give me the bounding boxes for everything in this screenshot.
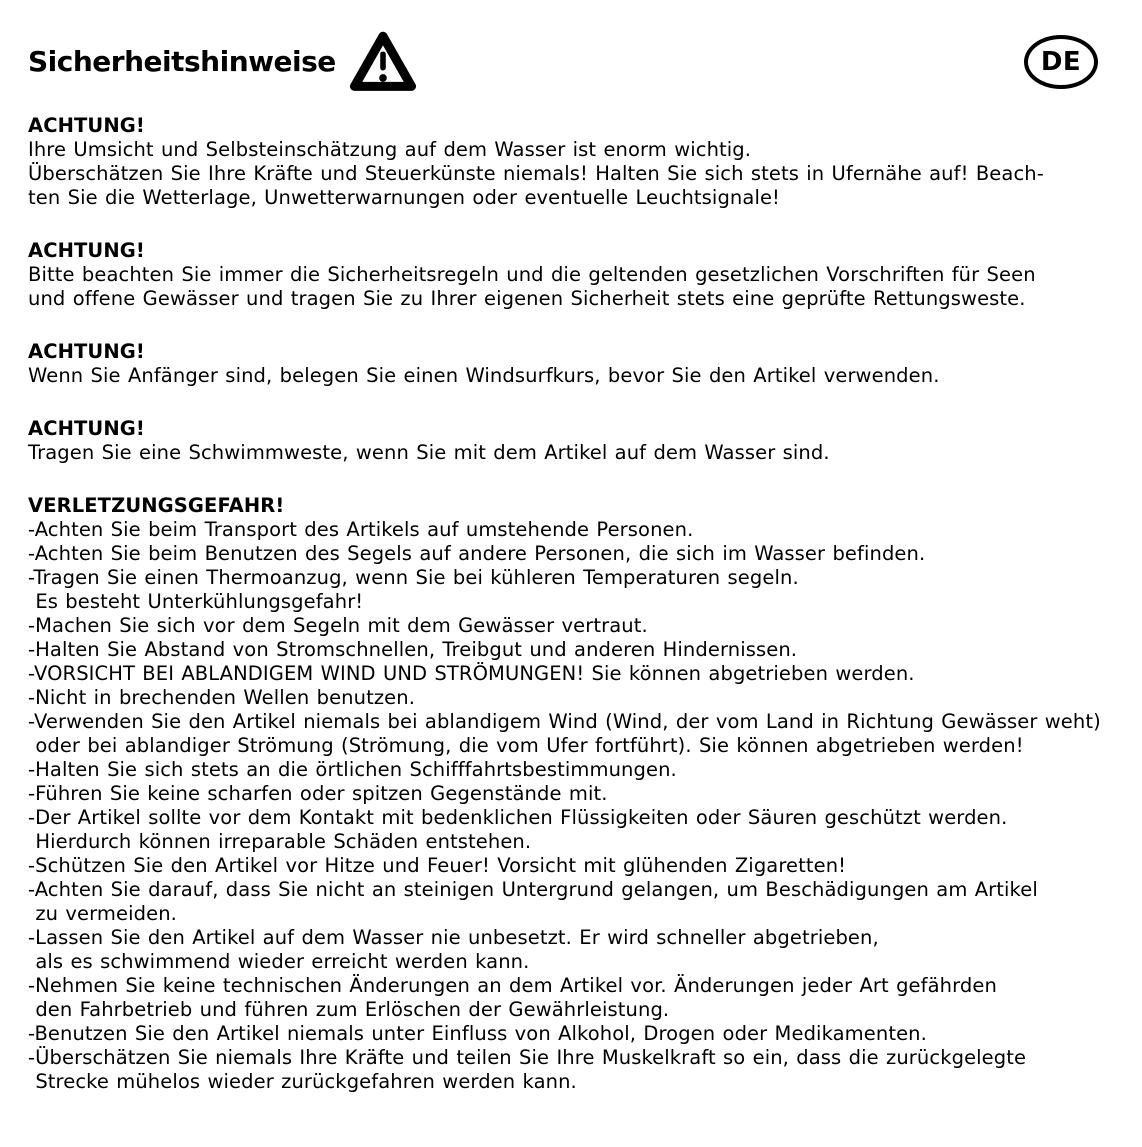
- text-line: -Achten Sie beim Benutzen des Segels auf andere Personen, die sich im Wasser befinden.: [28, 542, 926, 565]
- section-heading: VERLETZUNGSGEFAHR!: [28, 494, 285, 517]
- text-line: -Verwenden Sie den Artikel niemals bei ablandigem Wind (Wind, der vom Land in Richtung Gewässer weht): [28, 710, 1101, 733]
- text-line: ten Sie die Wetterlage, Unwetterwarnungen oder eventuelle Leuchtsignale!: [28, 186, 780, 209]
- text-line: Ihre Umsicht und Selbsteinschätzung auf dem Wasser ist enorm wichtig.: [28, 138, 752, 161]
- warning-triangle-icon: [348, 30, 418, 94]
- text-line: -Führen Sie keine scharfen oder spitzen Gegenstände mit.: [28, 782, 608, 805]
- text-line: -Achten Sie darauf, dass Sie nicht an steinigen Untergrund gelangen, um Beschädigungen am Artikel: [28, 878, 1038, 901]
- language-badge: [1024, 35, 1098, 89]
- text-line: oder bei ablandiger Strömung (Strömung, die vom Ufer fortführt). Sie können abgetrieben werden!: [28, 734, 1024, 757]
- section-heading: ACHTUNG!: [28, 239, 145, 262]
- section-heading: ACHTUNG!: [28, 114, 145, 137]
- text-line: -Lassen Sie den Artikel auf dem Wasser nie unbesetzt. Er wird schneller abgetrieben,: [28, 926, 879, 949]
- text-line: -VORSICHT BEI ABLANDIGEM WIND UND STRÖMUNGEN! Sie können abgetrieben werden.: [28, 662, 915, 685]
- text-line: Tragen Sie eine Schwimmweste, wenn Sie mit dem Artikel auf dem Wasser sind.: [28, 441, 830, 464]
- text-line: -Halten Sie sich stets an die örtlichen Schifffahrtsbestimmungen.: [28, 758, 677, 781]
- text-line: -Tragen Sie einen Thermoanzug, wenn Sie bei kühleren Temperaturen segeln.: [28, 566, 799, 589]
- section: [28, 493, 1114, 1094]
- section-heading: ACHTUNG!: [28, 417, 145, 440]
- text-line: den Fahrbetrieb und führen zum Erlöschen der Gewährleistung.: [28, 998, 670, 1021]
- language-badge-label: DE: [1040, 47, 1082, 77]
- text-line: -Der Artikel sollte vor dem Kontakt mit bedenklichen Flüssigkeiten oder Säuren geschützt werden.: [28, 806, 1008, 829]
- text-line: -Benutzen Sie den Artikel niemals unter Einfluss von Alkohol, Drogen oder Medikamenten.: [28, 1022, 927, 1045]
- text-line: -Nicht in brechenden Wellen benutzen.: [28, 686, 416, 709]
- text-line: Wenn Sie Anfänger sind, belegen Sie einen Windsurfkurs, bevor Sie den Artikel verwenden.: [28, 364, 940, 387]
- text-line: und offene Gewässer und tragen Sie zu Ihrer eigenen Sicherheit stets eine geprüfte Rettungsweste.: [28, 287, 1026, 310]
- section: [28, 339, 1114, 388]
- content: [0, 113, 1142, 1094]
- text-line: -Nehmen Sie keine technischen Änderungen an dem Artikel vor. Änderungen jeder Art gefährden: [28, 974, 997, 997]
- page-header: [0, 0, 1142, 96]
- text-line: Hierdurch können irreparable Schäden entstehen.: [28, 830, 532, 853]
- text-line: Es besteht Unterkühlungsgefahr!: [28, 590, 364, 613]
- text-line: -Schützen Sie den Artikel vor Hitze und Feuer! Vorsicht mit glühenden Zigaretten!: [28, 854, 847, 877]
- text-line: als es schwimmend wieder erreicht werden kann.: [28, 950, 530, 973]
- section: [28, 416, 1114, 465]
- text-line: zu vermeiden.: [28, 902, 177, 925]
- text-line: -Überschätzen Sie niemals Ihre Kräfte und teilen Sie Ihre Muskelkraft so ein, dass die zurückgelegte: [28, 1046, 1027, 1069]
- page-title: Sicherheitshinweise: [28, 44, 336, 78]
- text-line: Strecke mühelos wieder zurückgefahren werden kann.: [28, 1070, 577, 1093]
- section-heading: ACHTUNG!: [28, 340, 145, 363]
- text-line: -Halten Sie Abstand von Stromschnellen, Treibgut und anderen Hindernissen.: [28, 638, 798, 661]
- section: [28, 113, 1114, 210]
- text-line: Bitte beachten Sie immer die Sicherheitsregeln und die geltenden gesetzlichen Vorschriften für Seen: [28, 263, 1036, 286]
- text-line: -Machen Sie sich vor dem Segeln mit dem Gewässer vertraut.: [28, 614, 648, 637]
- section: [28, 238, 1114, 311]
- text-line: Überschätzen Sie Ihre Kräfte und Steuerkünste niemals! Halten Sie sich stets in Ufernähe auf! Beach-: [28, 162, 1044, 185]
- text-line: -Achten Sie beim Transport des Artikels auf umstehende Personen.: [28, 518, 694, 541]
